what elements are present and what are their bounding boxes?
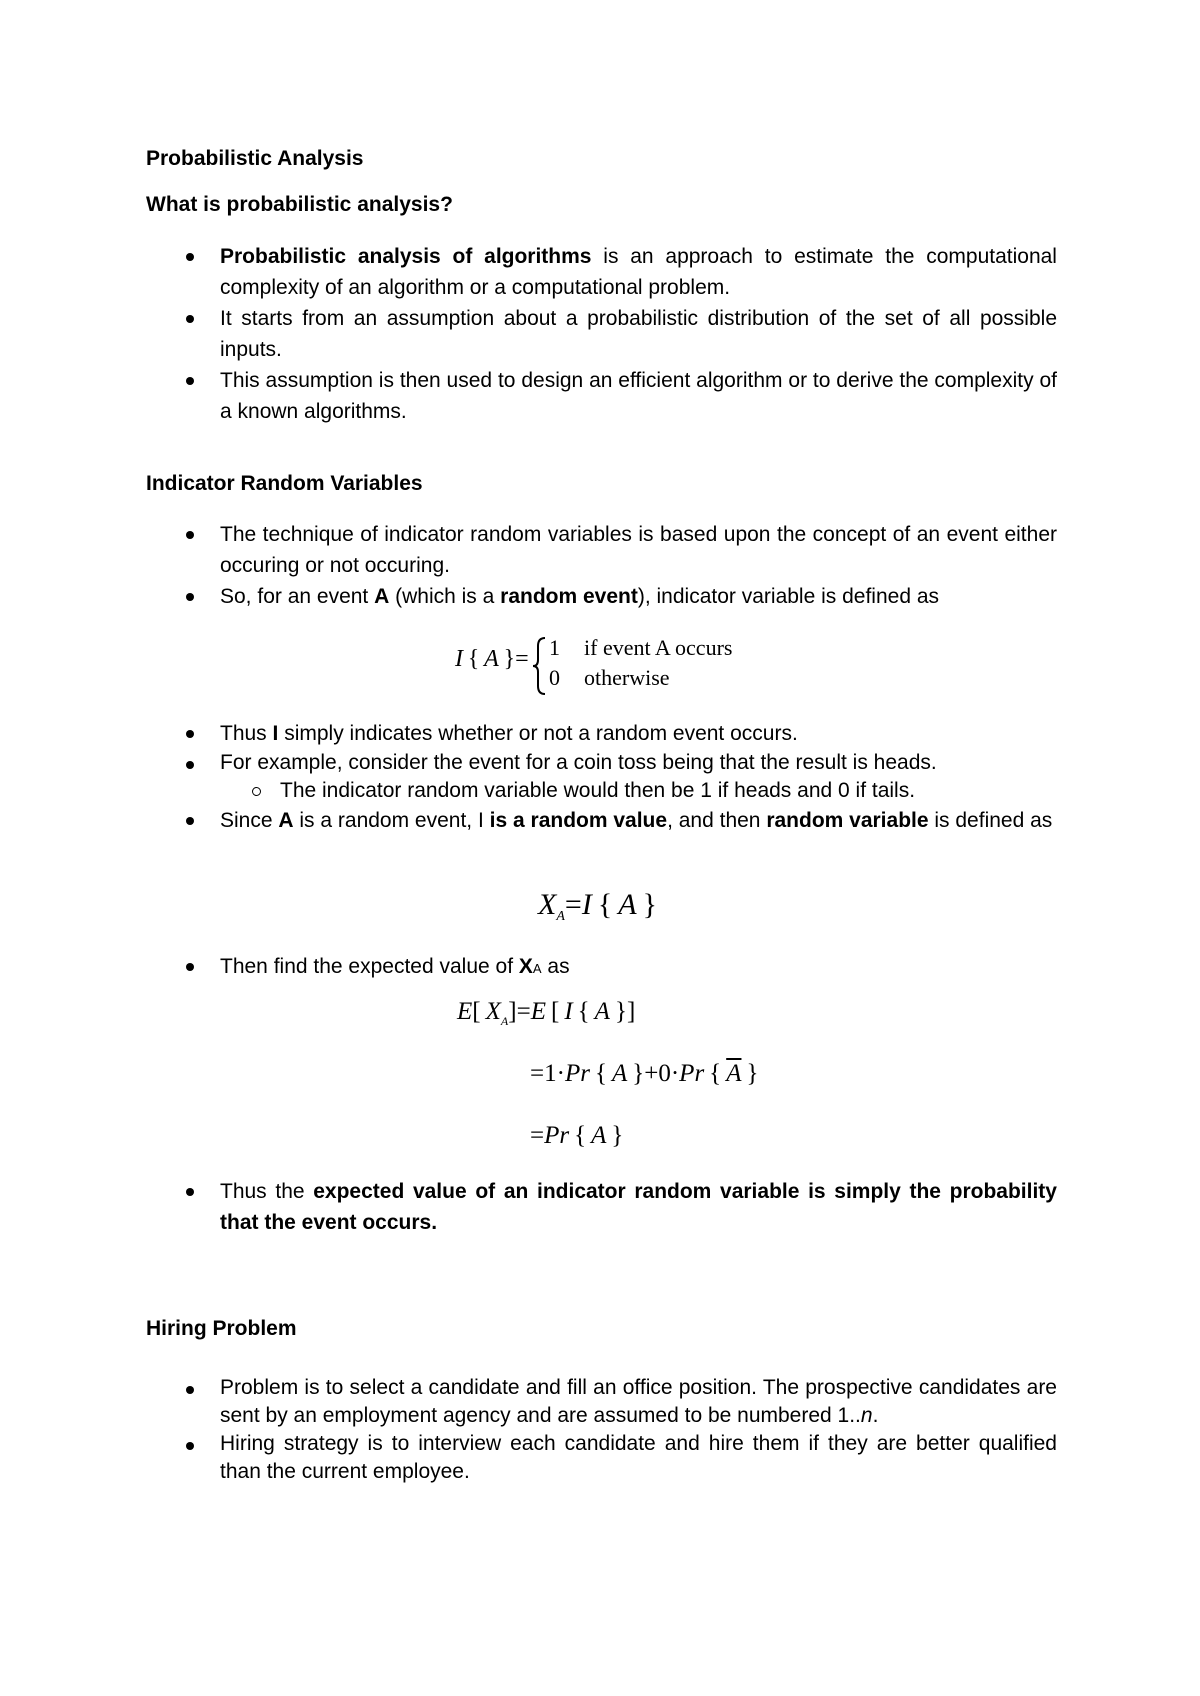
math-symbol: A [594,998,610,1025]
text: Then find the expected value of [220,955,519,978]
math-symbol: E [457,998,473,1025]
italic-text: n [860,1404,873,1427]
math-symbol: Pr [544,1122,570,1149]
equation-expected-value-line-2: =1·Pr { A }+0·Pr { $\overline{A}$ } [530,1060,759,1087]
section-heading-what-is: What is probabilistic analysis? [146,193,453,216]
list-indicator-3 [177,951,1057,984]
bold-text: Probabilistic analysis of algorithms [220,245,592,268]
math-value: 1 [544,1060,557,1087]
text: This assumption is then used to design an efficient algorithm or to derive the complexity of a known algorithms. [220,369,1057,423]
equation-xa-definition: $X_A=I$ { A } [538,888,657,924]
list-item [177,241,1057,303]
text: Hiring strategy is to interview each candidate and hire them if they are better qualified than the current employee. [220,1432,1057,1483]
bold-text: A [374,585,390,608]
math-condition: otherwise [584,665,670,690]
text: as [541,955,570,978]
list-indicator-4 [177,1176,1057,1238]
bold-text: X [518,955,533,978]
math-symbol: X [538,888,557,921]
text: Since [220,809,279,832]
list-indicator-2 [177,718,1057,836]
math-symbol: I [455,646,463,672]
math-value: 1 [549,635,560,660]
text: is an approach to estimate the computational complexity of an algorithm or a computational problem. [220,245,1057,299]
bold-text: random variable [766,809,929,832]
equation-lhs: I { A }= [455,646,529,672]
bold-text: is a random value [489,809,668,832]
text: Thus the [220,1180,314,1203]
math-subscript: A [556,909,565,924]
list-item [177,581,1057,612]
text: is a random event, I [293,809,490,832]
math-subscript: A [500,1014,509,1028]
section-heading-hiring: Hiring Problem [146,1317,297,1340]
subscript-text: A [532,961,542,976]
list-indicator-1 [177,519,1057,612]
text: Thus [220,722,273,745]
text: . [872,1404,879,1427]
math-symbol: X [485,998,501,1025]
list-hiring [177,1374,1057,1486]
text: It starts from an assumption about a probabilistic distribution of the set of all possible inputs. [220,307,1057,361]
equation-expected-value-line-3: =Pr { A } [530,1122,624,1149]
list-item [177,519,1057,581]
math-symbol: I [564,998,573,1025]
math-value: 0 [549,665,560,690]
text: Problem is to select a candidate and fill an office position. The prospective candidates are sent by an employment agency and are assumed to be numbered 1.. [220,1376,1057,1427]
text: , and then [667,809,767,832]
list-item [177,1374,1057,1430]
equation-case-2 [549,665,670,691]
list-what-is [177,241,1057,427]
text: So, for an event [220,585,375,608]
text: simply indicates whether or not a random event occurs. [278,722,798,745]
math-value: 0 [658,1060,671,1087]
list-item [177,749,1057,777]
list-item [177,805,1057,836]
math-symbol: A [611,1060,628,1087]
math-condition: if event A occurs [584,635,733,660]
bold-text: A [278,809,294,832]
math-symbol-complement: $\overline{A}$ [726,1060,742,1087]
bold-text: expected value of an indicator random variable is simply the probability that the event occurs. [220,1180,1057,1234]
equation-expected-value-line-1: E[ $X_A]=E$ [ I { A }] [457,998,636,1028]
math-symbol: A [591,1122,607,1149]
bold-text: random event [500,585,638,608]
text: The technique of indicator random variables is based upon the concept of an event either occuring or not occuring. [220,523,1057,577]
list-item [177,718,1057,749]
math-symbol: Pr [564,1060,590,1087]
bold-text: I [272,722,279,745]
text: is defined as [928,809,1053,832]
equation-case-1 [549,635,732,661]
math-symbol: A [618,888,637,921]
text: (which is a [389,585,501,608]
list-item [177,951,1057,984]
list-item [177,365,1057,427]
math-symbol: I [581,888,592,921]
section-heading-indicator: Indicator Random Variables [146,472,423,495]
equation-indicator-definition [455,636,755,696]
text: The indicator random variable would then be 1 if heads and 0 if tails. [280,779,916,802]
sub-list-item [177,777,1057,805]
text: For example, consider the event for a coin toss being that the result is heads. [220,751,937,774]
left-brace-icon [531,636,547,696]
text: ), indicator variable is defined as [637,585,940,608]
list-item [177,303,1057,365]
list-item [177,1430,1057,1486]
list-item [177,1176,1057,1238]
math-symbol: A [484,646,499,672]
page-title: Probabilistic Analysis [146,147,364,170]
